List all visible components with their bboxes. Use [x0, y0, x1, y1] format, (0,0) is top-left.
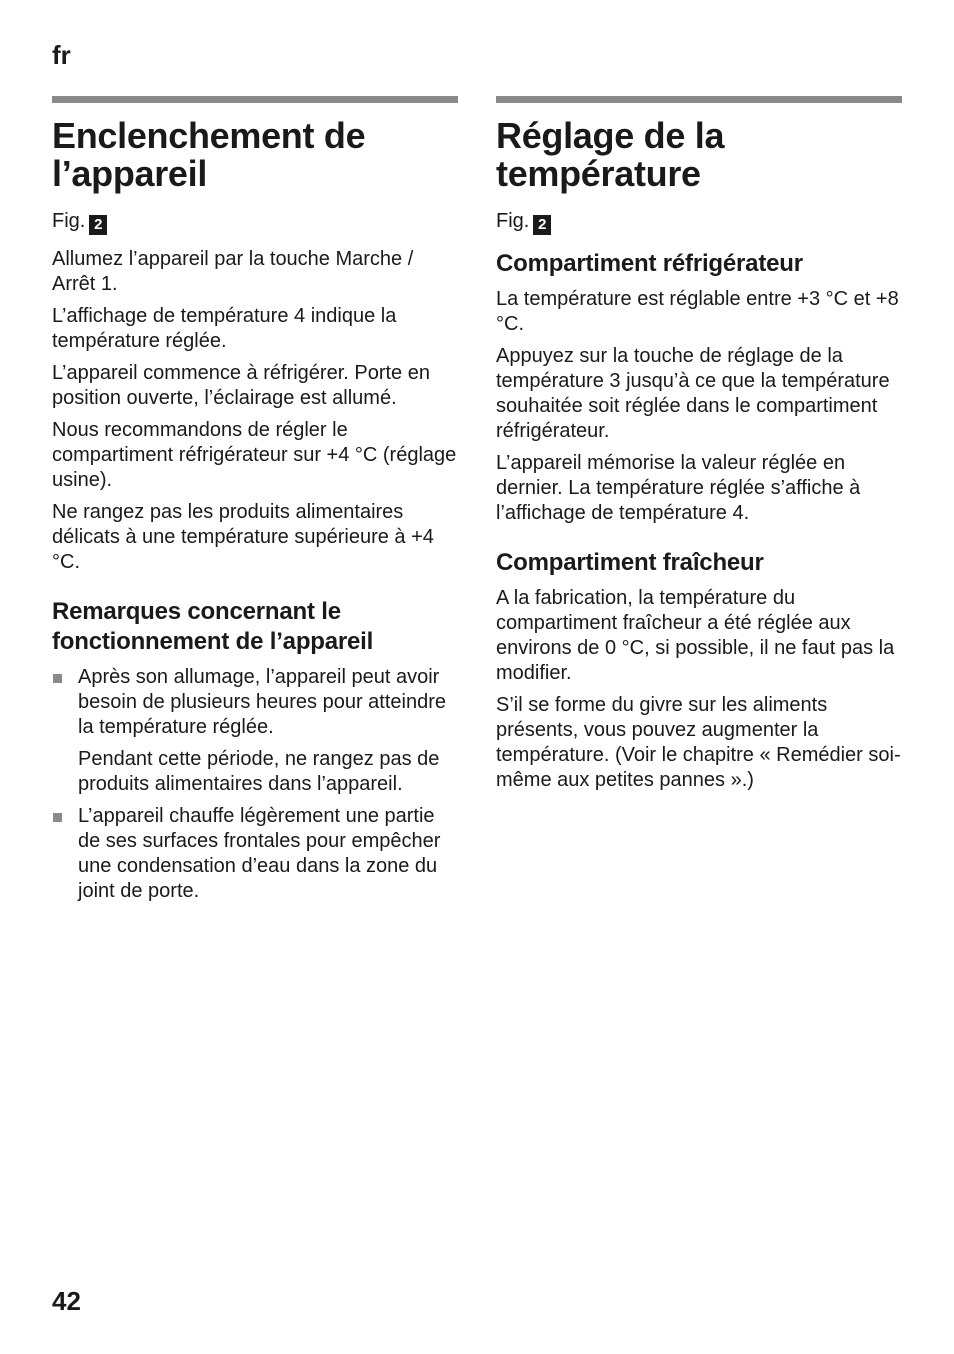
- fig-number-badge: 2: [533, 215, 551, 235]
- list-item: [52, 804, 458, 904]
- fig-number-badge: 2: [89, 215, 107, 235]
- paragraph: Allumez l’appareil par la touche Marche / Arrêt 1.: [52, 248, 414, 295]
- bullet-extra-text: Pendant cette période, ne rangez pas de produits alimentaires dans l’appareil.: [78, 748, 440, 795]
- paragraph: L’affichage de température 4 indique la température réglée.: [52, 305, 397, 352]
- title-text: Enclenchement de l’appareil: [52, 115, 366, 194]
- language-tag: fr: [52, 40, 71, 70]
- paragraph: A la fabrication, la température du compartiment fraîcheur a été réglée aux environs de 0 °C, si possible, il ne faut pas la modifier.: [496, 587, 895, 684]
- fig-label: Fig.: [52, 210, 86, 232]
- section-temperature-setting: [496, 96, 902, 800]
- paragraph: La température est réglable entre +3 °C et +8 °C.: [496, 288, 899, 335]
- page-number: 42: [52, 1286, 81, 1316]
- section-switching-on: [52, 96, 458, 911]
- fridge-heading: Compartiment réfrigérateur: [496, 250, 803, 277]
- bullet-square-icon: [53, 813, 62, 822]
- title-text: Réglage de la température: [496, 115, 725, 194]
- fresh-heading: Compartiment fraîcheur: [496, 549, 764, 576]
- paragraph: L’appareil mémorise la valeur réglée en dernier. La température réglée s’affiche à l’affichage de température 4.: [496, 452, 861, 524]
- paragraph: L’appareil commence à réfrigérer. Porte en position ouverte, l’éclairage est allumé.: [52, 362, 430, 409]
- figure-reference: [496, 209, 902, 235]
- section-title: [496, 117, 902, 193]
- remarks-heading: Remarques concernant le fonctionnement de l’appareil: [52, 598, 374, 655]
- list-item: [52, 665, 458, 797]
- bullet-square-icon: [53, 674, 62, 683]
- figure-reference: [52, 209, 458, 235]
- paragraph: Ne rangez pas les produits alimentaires délicats à une température supérieure à +4 °C.: [52, 501, 434, 573]
- paragraph: Appuyez sur la touche de réglage de la température 3 jusqu’à ce que la température souhaitée soit réglée dans le compartiment réfrigérateur.: [496, 345, 890, 442]
- section-rule: [496, 96, 902, 103]
- bullet-text: Après son allumage, l’appareil peut avoir besoin de plusieurs heures pour atteindre la température réglée.: [78, 666, 447, 738]
- paragraph: Nous recommandons de régler le compartiment réfrigérateur sur +4 °C (réglage usine).: [52, 419, 457, 491]
- section-rule: [52, 96, 458, 103]
- fig-label: Fig.: [496, 210, 530, 232]
- section-title: [52, 117, 458, 193]
- paragraph: S’il se forme du givre sur les aliments présents, vous pouvez augmenter la température. (Voir le chapitre « Remédier soi-même aux petites pannes ».): [496, 694, 901, 791]
- bullet-text: L’appareil chauffe légèrement une partie de ses surfaces frontales pour empêcher une condensation d’eau dans la zone du joint de porte.: [78, 805, 441, 902]
- remarks-list: [52, 665, 458, 904]
